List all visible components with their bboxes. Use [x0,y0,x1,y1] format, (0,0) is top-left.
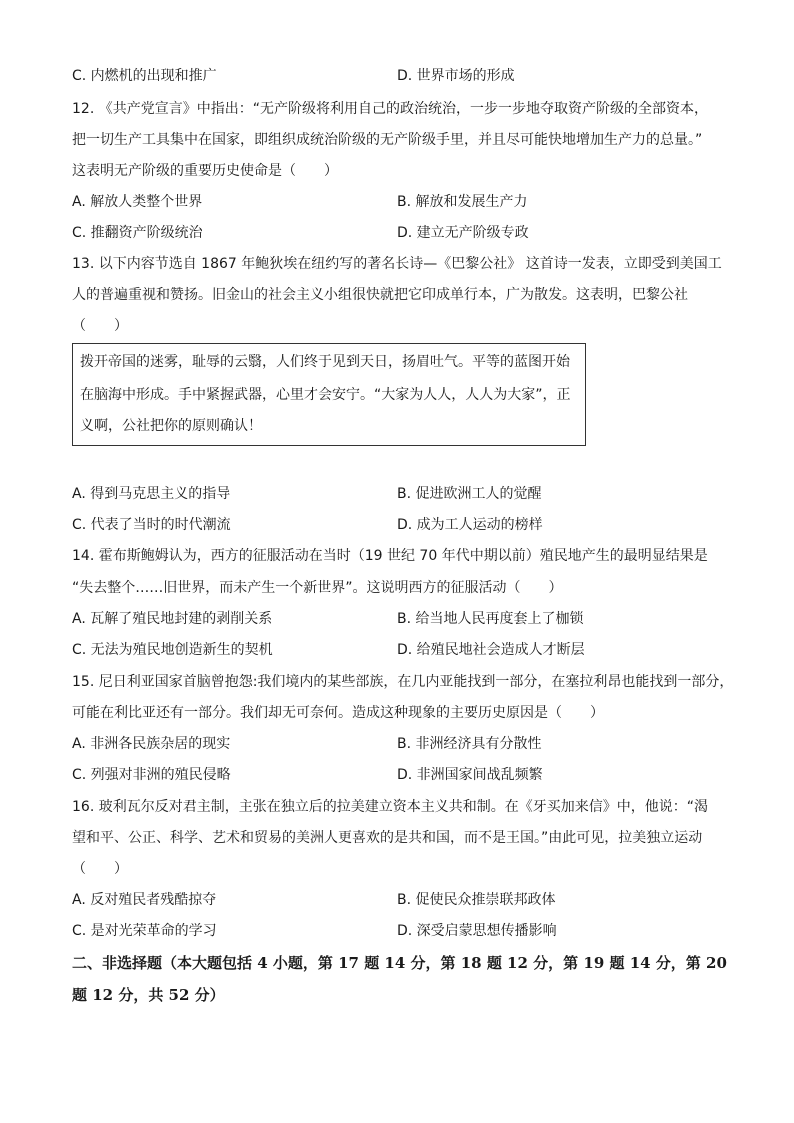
q16-stem-line2: 望和平、公正、科学、艺术和贸易的美洲人更喜欢的是共和国，而不是王国。”由此可见，拉美独立运动 [72,830,703,846]
q12-option-a: A. 解放人类整个世界 [72,194,203,210]
q13-stem-line2: 人的普遍重视和赞扬。旧金山的社会主义小组很快就把它印成单行本，广为散发。这表明，巴黎公社 [72,287,688,303]
q15-stem-line1: 15. 尼日利亚国家首脑曾抱怨:我们境内的某些部族，在几内亚能找到一部分，在塞拉利昂也能找到一部分， [72,674,734,690]
q14-stem-line2: “失去整个……旧世界，而未产生一个新世界”。这说明西方的征服活动（ ） [72,580,563,596]
q12-option-b: B. 解放和发展生产力 [397,194,528,210]
q15-stem-line2: 可能在利比亚还有一部分。我们却无可奈何。造成这种现象的主要历史原因是（ ） [72,705,604,721]
q11-option-c: C. 内燃机的出现和推广 [72,68,217,84]
q11-option-d: D. 世界市场的形成 [397,68,515,84]
q15-option-c: C. 列强对非洲的殖民侵略 [72,767,231,783]
q13-option-d: D. 成为工人运动的榜样 [397,517,543,533]
q12-option-d: D. 建立无产阶级专政 [397,225,529,241]
q13-option-b: B. 促进欧洲工人的觉醒 [397,486,542,502]
q13-option-c: C. 代表了当时的时代潮流 [72,517,231,533]
section-2-heading-line1: 二、非选择题（本大题包括 4 小题，第 17 题 14 分，第 18 题 12 分，第 19 题 14 分，第 20 [72,954,727,972]
q12-stem-line1: 12. 《共产党宣言》中指出：“无产阶级将利用自己的政治统治，一步一步地夺取资产阶级的全部资本， [72,101,708,117]
q13-stem-line1: 13. 以下内容节选自 1867 年鲍狄埃在纽约写的著名长诗—《巴黎公社》 这首诗一发表，立即受到美国工 [72,256,722,272]
q13-quote-line2: 在脑海中形成。手中紧握武器，心里才会安宁。“大家为人人，人人为大家”，正 [80,387,571,403]
q14-stem-line1: 14. 霍布斯鲍姆认为，西方的征服活动在当时（19 世纪 70 年代中期以前）殖民地产生的最明显结果是 [72,548,708,564]
q14-option-d: D. 给殖民地社会造成人才断层 [397,642,585,658]
q12-option-c: C. 推翻资产阶级统治 [72,225,203,241]
q16-option-c: C. 是对光荣革命的学习 [72,923,217,939]
q15-option-a: A. 非洲各民族杂居的现实 [72,736,231,752]
q12-stem-line2: 把一切生产工具集中在国家，即组织成统治阶级的无产阶级手里，并且尽可能快地增加生产力的总量。” [72,132,703,148]
q14-option-c: C. 无法为殖民地创造新生的契机 [72,642,273,658]
q16-option-d: D. 深受启蒙思想传播影响 [397,923,557,939]
q14-option-b: B. 给当地人民再度套上了枷锁 [397,611,584,627]
q16-option-a: A. 反对殖民者残酷掠夺 [72,892,217,908]
q13-option-a: A. 得到马克思主义的指导 [72,486,231,502]
q16-option-b: B. 促使民众推崇联邦政体 [397,892,556,908]
q13-quote-line3: 义啊，公社把你的原则确认！ [80,418,262,434]
q14-option-a: A. 瓦解了殖民地封建的剥削关系 [72,611,273,627]
q13-quote-line1: 拨开帝国的迷雾，耻辱的云翳，人们终于见到天日，扬眉吐气。平等的蓝图开始 [80,354,570,370]
q16-stem-line3: （ ） [72,861,128,877]
q15-option-b: B. 非洲经济具有分散性 [397,736,542,752]
q12-stem-line3: 这表明无产阶级的重要历史使命是（ ） [72,163,338,179]
section-2-heading-line2: 题 12 分，共 52 分） [72,986,225,1004]
q16-stem-line1: 16. 玻利瓦尔反对君主制，主张在独立后的拉美建立资本主义共和制。在《牙买加来信》中，他说：“渴 [72,799,708,815]
q13-stem-line3: （ ） [72,318,128,334]
q15-option-d: D. 非洲国家间战乱频繁 [397,767,543,783]
